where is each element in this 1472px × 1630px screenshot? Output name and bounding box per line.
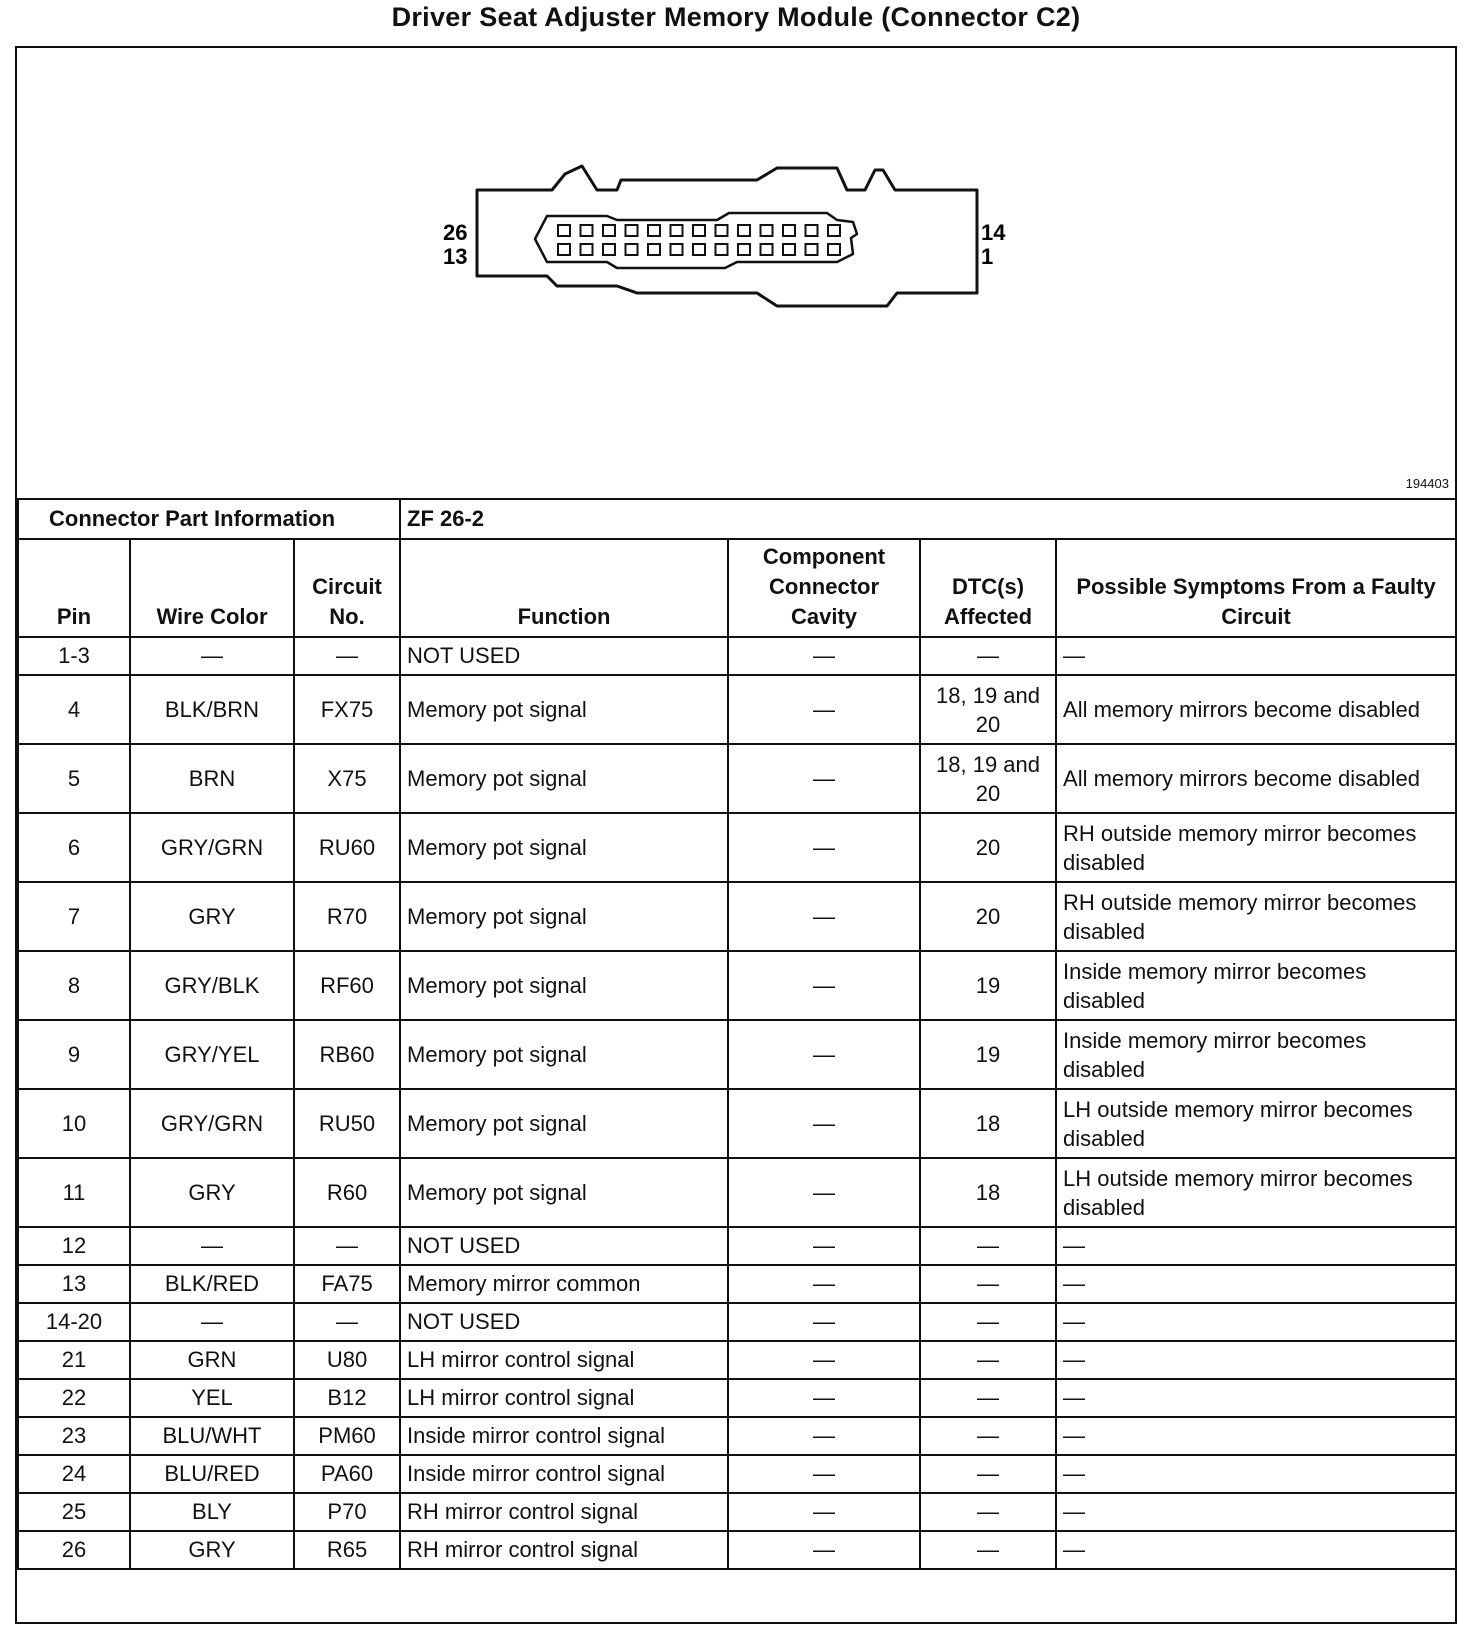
pin-cavity	[828, 244, 840, 255]
cell-pin: 13	[18, 1265, 130, 1303]
cell-pin: 10	[18, 1089, 130, 1158]
cell-wire-color: GRY/BLK	[130, 951, 294, 1020]
cell-circuit-no: —	[294, 637, 400, 675]
cell-symptom: —	[1056, 637, 1456, 675]
cell-circuit-no: —	[294, 1227, 400, 1265]
cell-dtc: —	[920, 637, 1056, 675]
cell-circuit-no: R60	[294, 1158, 400, 1227]
cell-circuit-no: B12	[294, 1379, 400, 1417]
cell-function: Memory pot signal	[400, 951, 728, 1020]
cell-dtc: —	[920, 1379, 1056, 1417]
cell-function: Memory pot signal	[400, 1089, 728, 1158]
connector-sheet	[15, 46, 1457, 1624]
cell-circuit-no: RU60	[294, 813, 400, 882]
pin-cavity	[738, 244, 750, 255]
cell-symptom: —	[1056, 1303, 1456, 1341]
pin-cavity	[626, 244, 638, 255]
cell-dtc: 20	[920, 813, 1056, 882]
cell-function: Memory pot signal	[400, 744, 728, 813]
cell-dtc: —	[920, 1227, 1056, 1265]
col-header-function: Function	[400, 539, 728, 637]
cell-circuit-no: R65	[294, 1531, 400, 1569]
cell-dtc: —	[920, 1265, 1056, 1303]
cell-dtc: —	[920, 1341, 1056, 1379]
cell-wire-color: GRY	[130, 1531, 294, 1569]
cell-function: Memory pot signal	[400, 1020, 728, 1089]
cell-circuit-no: PA60	[294, 1455, 400, 1493]
connector-face-drawing	[17, 48, 1455, 498]
cell-cavity: —	[728, 882, 920, 951]
col-header-symptoms: Possible Symptoms From a Faulty Circuit	[1056, 539, 1456, 637]
pin-cavity	[738, 225, 750, 236]
table-row	[18, 1341, 1456, 1379]
col-header-wire-color: Wire Color	[130, 539, 294, 637]
cell-circuit-no: RU50	[294, 1089, 400, 1158]
cell-symptom: RH outside memory mirror becomes disabled	[1056, 813, 1456, 882]
cell-function: Memory pot signal	[400, 813, 728, 882]
table-header-row	[18, 539, 1456, 637]
cell-cavity: —	[728, 1417, 920, 1455]
cell-pin: 24	[18, 1455, 130, 1493]
cell-cavity: —	[728, 1531, 920, 1569]
pin-label-13: 13	[443, 244, 468, 269]
cell-dtc: 18	[920, 1089, 1056, 1158]
cell-pin: 8	[18, 951, 130, 1020]
cell-cavity: —	[728, 675, 920, 744]
cell-cavity: —	[728, 1265, 920, 1303]
page-title: Driver Seat Adjuster Memory Module (Connector C2)	[391, 2, 1081, 32]
cell-dtc: 20	[920, 882, 1056, 951]
table-row	[18, 1158, 1456, 1227]
cell-function: Inside mirror control signal	[400, 1417, 728, 1455]
pin-cavity	[648, 225, 660, 236]
cell-circuit-no: RF60	[294, 951, 400, 1020]
connector-diagram	[17, 48, 1455, 498]
pin-cavity	[761, 244, 773, 255]
cell-function: Memory pot signal	[400, 675, 728, 744]
col-header-circuit-no: Circuit No.	[294, 539, 400, 637]
table-row	[18, 637, 1456, 675]
pin-cavity	[693, 244, 705, 255]
pinout-rows	[18, 637, 1456, 1569]
cell-pin: 26	[18, 1531, 130, 1569]
pin-cavity	[603, 244, 615, 255]
cell-symptom: All memory mirrors become disabled	[1056, 744, 1456, 813]
cell-circuit-no: PM60	[294, 1417, 400, 1455]
cell-symptom: Inside memory mirror becomes disabled	[1056, 1020, 1456, 1089]
cell-dtc: 19	[920, 1020, 1056, 1089]
cell-cavity: —	[728, 813, 920, 882]
cell-function: RH mirror control signal	[400, 1493, 728, 1531]
cell-cavity: —	[728, 1020, 920, 1089]
pin-cavity	[648, 244, 660, 255]
cell-wire-color: —	[130, 1303, 294, 1341]
cell-cavity: —	[728, 951, 920, 1020]
cell-function: NOT USED	[400, 1303, 728, 1341]
table-row	[18, 813, 1456, 882]
cell-dtc: 18, 19 and 20	[920, 744, 1056, 813]
cell-wire-color: BLU/WHT	[130, 1417, 294, 1455]
cell-cavity: —	[728, 1379, 920, 1417]
cell-circuit-no: RB60	[294, 1020, 400, 1089]
table-row	[18, 951, 1456, 1020]
cell-wire-color: YEL	[130, 1379, 294, 1417]
cell-pin: 22	[18, 1379, 130, 1417]
pin-label-14: 14	[981, 220, 1006, 245]
cell-symptom: RH outside memory mirror becomes disabled	[1056, 882, 1456, 951]
table-row	[18, 1417, 1456, 1455]
cell-symptom: —	[1056, 1531, 1456, 1569]
table-row	[18, 1493, 1456, 1531]
cell-symptom: All memory mirrors become disabled	[1056, 675, 1456, 744]
col-header-cavity: Component Connector Cavity	[728, 539, 920, 637]
pin-cavity	[828, 225, 840, 236]
cell-symptom: Inside memory mirror becomes disabled	[1056, 951, 1456, 1020]
cell-cavity: —	[728, 1303, 920, 1341]
cell-pin: 5	[18, 744, 130, 813]
cell-function: LH mirror control signal	[400, 1379, 728, 1417]
pin-cavity	[783, 225, 795, 236]
table-row	[18, 1227, 1456, 1265]
table-row	[18, 1020, 1456, 1089]
cell-symptom: —	[1056, 1379, 1456, 1417]
cell-dtc: —	[920, 1303, 1056, 1341]
cell-cavity: —	[728, 1227, 920, 1265]
cell-wire-color: BLU/RED	[130, 1455, 294, 1493]
table-row	[18, 1265, 1456, 1303]
cell-dtc: —	[920, 1455, 1056, 1493]
cell-pin: 14-20	[18, 1303, 130, 1341]
cell-wire-color: —	[130, 637, 294, 675]
cell-pin: 6	[18, 813, 130, 882]
table-row	[18, 1455, 1456, 1493]
cell-wire-color: GRY	[130, 1158, 294, 1227]
pin-cavity	[671, 244, 683, 255]
figure-id: 194403	[1405, 476, 1449, 491]
cell-pin: 25	[18, 1493, 130, 1531]
cell-wire-color: GRY/GRN	[130, 1089, 294, 1158]
cell-symptom: —	[1056, 1455, 1456, 1493]
cell-circuit-no: FA75	[294, 1265, 400, 1303]
cell-wire-color: GRY/GRN	[130, 813, 294, 882]
cell-cavity: —	[728, 1493, 920, 1531]
cell-pin: 23	[18, 1417, 130, 1455]
cell-pin: 21	[18, 1341, 130, 1379]
cell-dtc: 18	[920, 1158, 1056, 1227]
pin-cavity	[806, 244, 818, 255]
cell-function: Memory pot signal	[400, 882, 728, 951]
pin-cavity	[603, 225, 615, 236]
table-row	[18, 1089, 1456, 1158]
cell-function: NOT USED	[400, 1227, 728, 1265]
cell-symptom: —	[1056, 1341, 1456, 1379]
cell-circuit-no: —	[294, 1303, 400, 1341]
cell-function: Memory pot signal	[400, 1158, 728, 1227]
table-row	[18, 675, 1456, 744]
cell-pin: 1-3	[18, 637, 130, 675]
pin-cavity	[581, 225, 593, 236]
pin-cavity	[806, 225, 818, 236]
cell-dtc: —	[920, 1493, 1056, 1531]
part-info-value: ZF 26-2	[400, 499, 1456, 539]
cell-dtc: —	[920, 1531, 1056, 1569]
connector-pin-grid	[558, 225, 840, 255]
cell-wire-color: BLK/BRN	[130, 675, 294, 744]
cell-function: NOT USED	[400, 637, 728, 675]
cell-wire-color: BLY	[130, 1493, 294, 1531]
cell-cavity: —	[728, 1455, 920, 1493]
cell-function: LH mirror control signal	[400, 1341, 728, 1379]
pin-cavity	[783, 244, 795, 255]
cell-wire-color: GRN	[130, 1341, 294, 1379]
cell-symptom: LH outside memory mirror becomes disabled	[1056, 1158, 1456, 1227]
table-row	[18, 744, 1456, 813]
cell-cavity: —	[728, 637, 920, 675]
pin-cavity	[558, 225, 570, 236]
connector-part-info-row	[18, 499, 1456, 539]
pin-cavity	[558, 244, 570, 255]
pin-cavity	[761, 225, 773, 236]
cell-circuit-no: FX75	[294, 675, 400, 744]
cell-wire-color: BRN	[130, 744, 294, 813]
cell-circuit-no: X75	[294, 744, 400, 813]
cell-wire-color: —	[130, 1227, 294, 1265]
cell-symptom: —	[1056, 1493, 1456, 1531]
cell-wire-color: BLK/RED	[130, 1265, 294, 1303]
cell-symptom: —	[1056, 1227, 1456, 1265]
cell-cavity: —	[728, 1341, 920, 1379]
col-header-dtc: DTC(s) Affected	[920, 539, 1056, 637]
pin-cavity	[716, 244, 728, 255]
pin-cavity	[671, 225, 683, 236]
cell-symptom: —	[1056, 1417, 1456, 1455]
cell-dtc: 18, 19 and 20	[920, 675, 1056, 744]
cell-circuit-no: R70	[294, 882, 400, 951]
pin-cavity	[693, 225, 705, 236]
cell-pin: 9	[18, 1020, 130, 1089]
cell-wire-color: GRY	[130, 882, 294, 951]
connector-cavity-outline	[535, 213, 857, 268]
cell-pin: 7	[18, 882, 130, 951]
cell-circuit-no: U80	[294, 1341, 400, 1379]
cell-dtc: 19	[920, 951, 1056, 1020]
cell-function: Inside mirror control signal	[400, 1455, 728, 1493]
pinout-table	[17, 498, 1457, 1570]
pin-cavity	[626, 225, 638, 236]
cell-cavity: —	[728, 744, 920, 813]
cell-cavity: —	[728, 1089, 920, 1158]
cell-dtc: —	[920, 1417, 1056, 1455]
cell-function: Memory mirror common	[400, 1265, 728, 1303]
cell-wire-color: GRY/YEL	[130, 1020, 294, 1089]
cell-pin: 11	[18, 1158, 130, 1227]
pin-cavity	[581, 244, 593, 255]
table-row	[18, 1379, 1456, 1417]
table-row	[18, 882, 1456, 951]
cell-symptom: —	[1056, 1265, 1456, 1303]
col-header-pin: Pin	[18, 539, 130, 637]
cell-pin: 12	[18, 1227, 130, 1265]
pin-label-26: 26	[443, 220, 468, 245]
cell-cavity: —	[728, 1158, 920, 1227]
pin-label-1: 1	[981, 244, 994, 269]
pin-cavity	[716, 225, 728, 236]
table-row	[18, 1531, 1456, 1569]
cell-function: RH mirror control signal	[400, 1531, 728, 1569]
part-info-label: Connector Part Information	[18, 499, 400, 539]
cell-symptom: LH outside memory mirror becomes disabled	[1056, 1089, 1456, 1158]
cell-circuit-no: P70	[294, 1493, 400, 1531]
cell-pin: 4	[18, 675, 130, 744]
table-row	[18, 1303, 1456, 1341]
